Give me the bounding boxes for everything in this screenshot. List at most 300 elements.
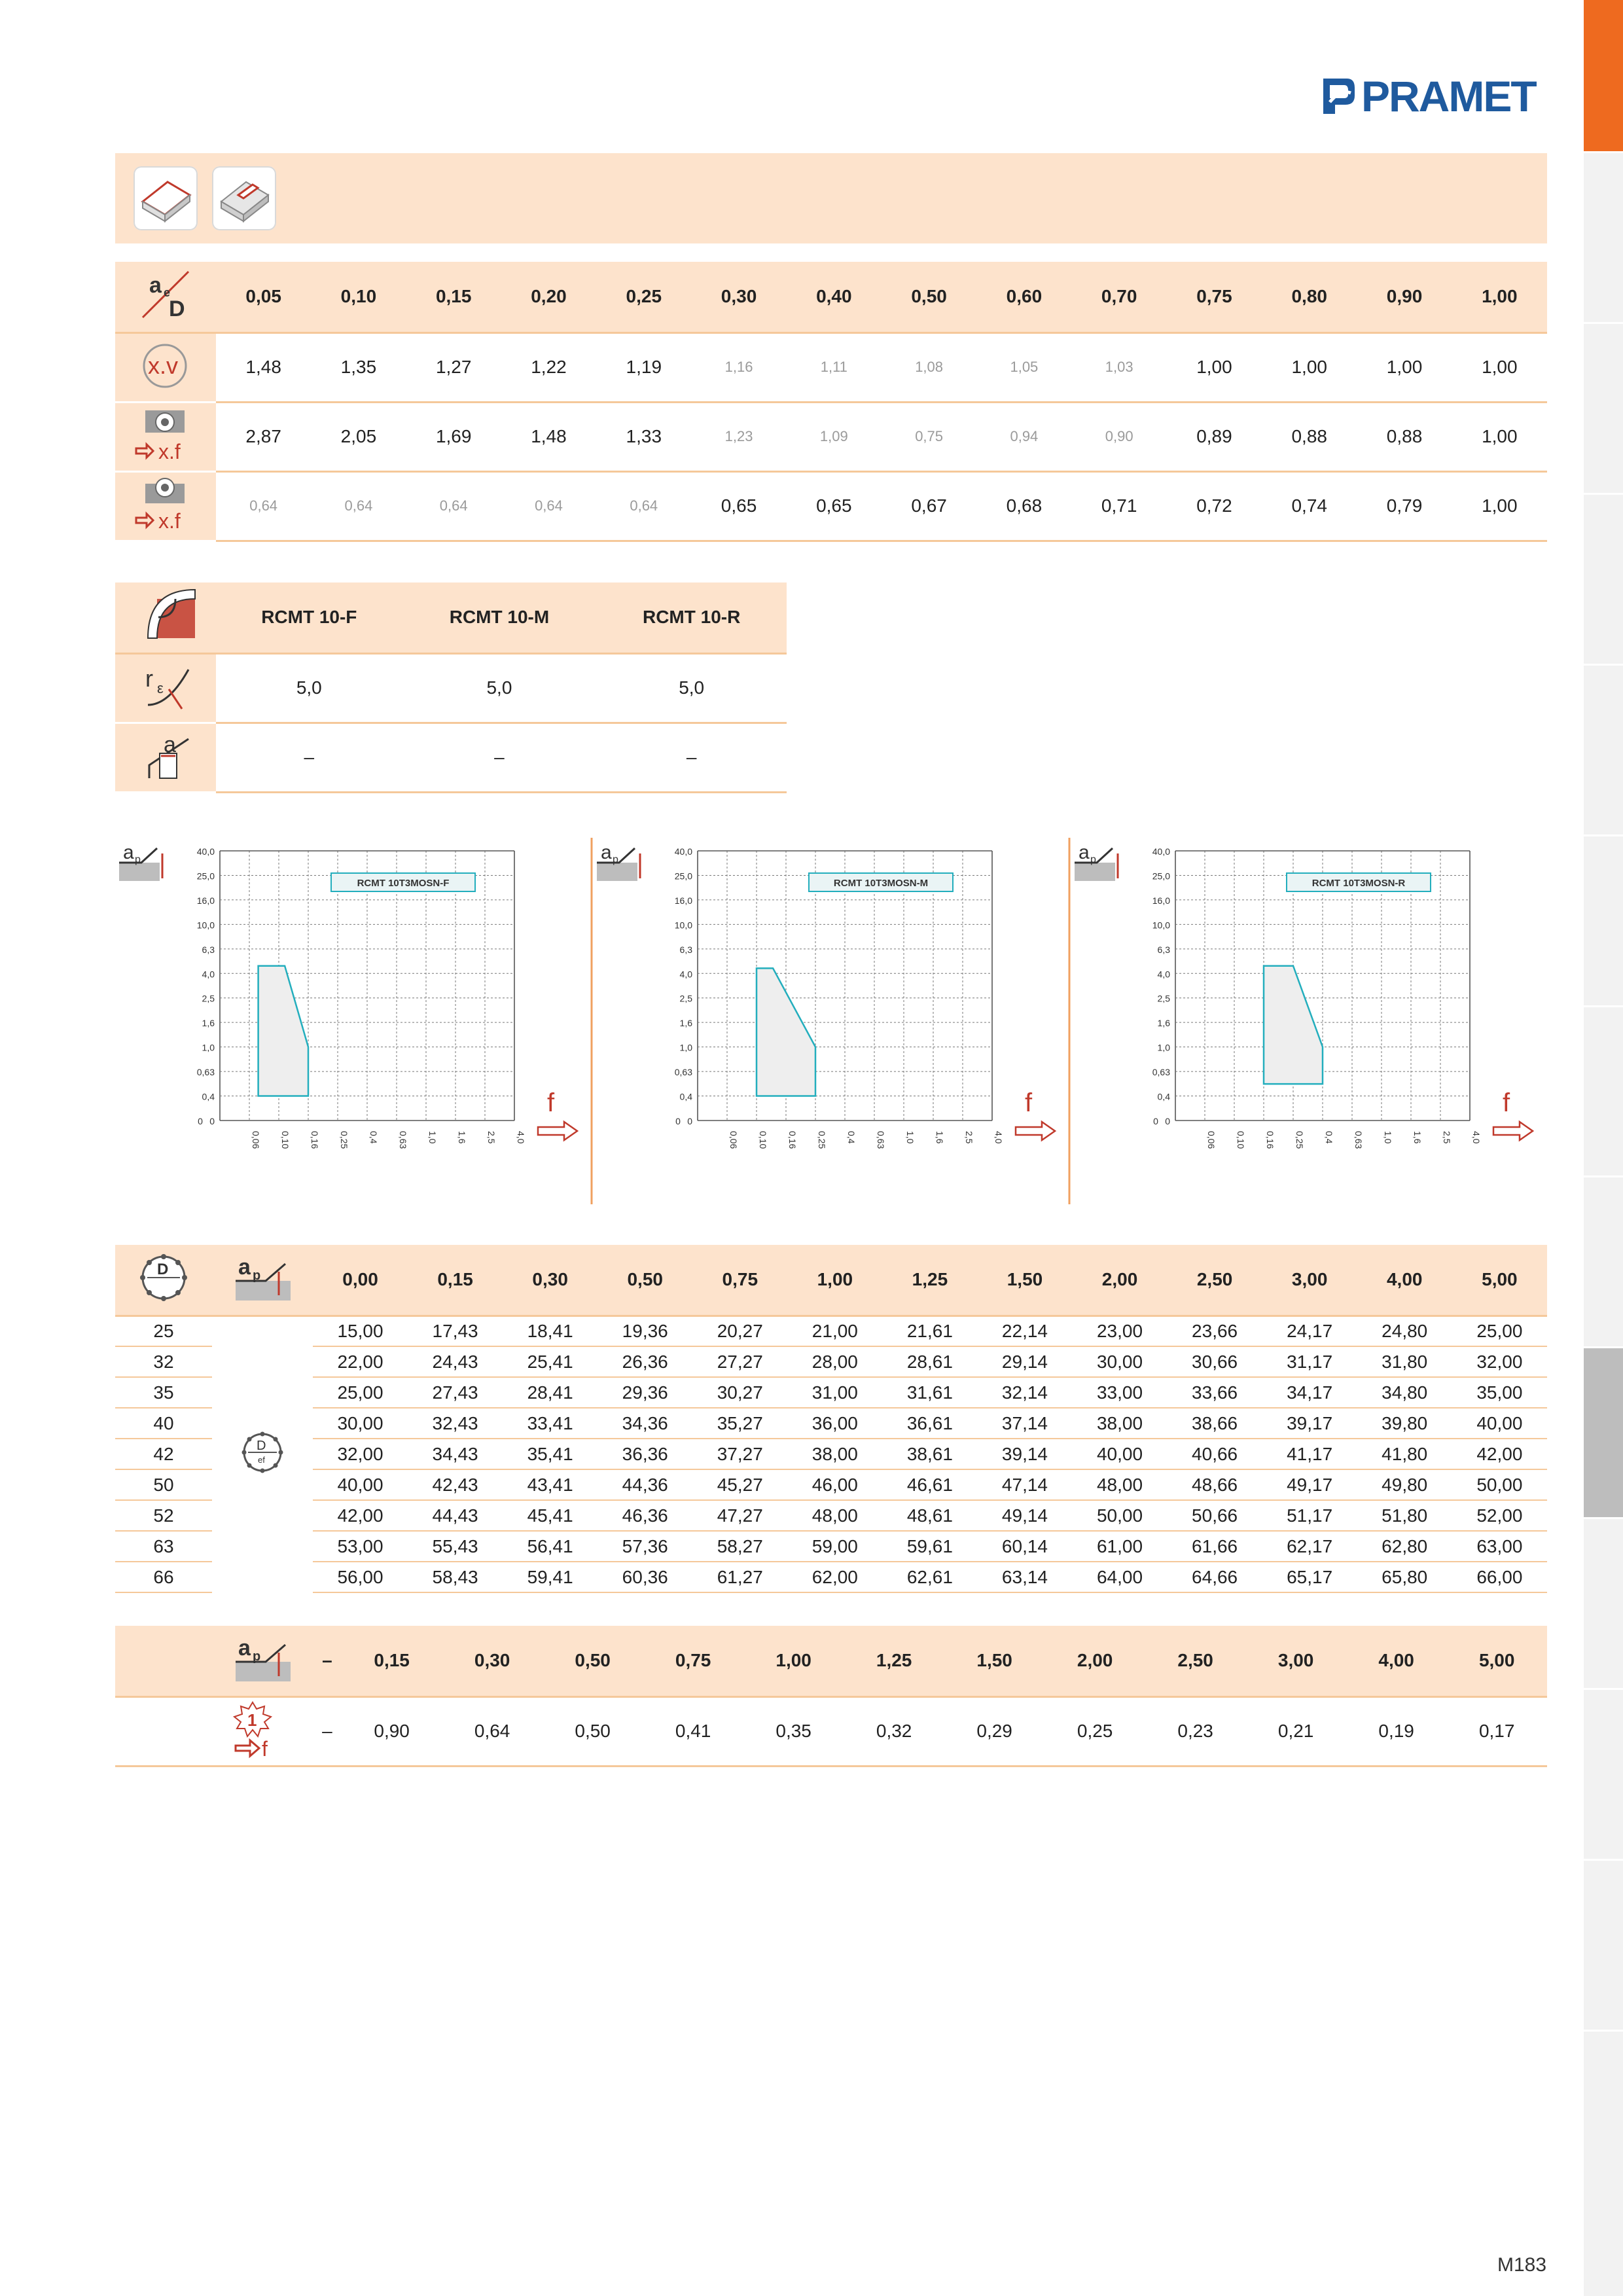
effective-diameter-cell: 28,00 <box>787 1346 882 1377</box>
factor-cell: 0,75 <box>882 402 976 471</box>
effective-diameter-cell: 44,36 <box>597 1469 692 1500</box>
table-row <box>115 1439 1547 1469</box>
insert-table-header <box>115 583 787 653</box>
insert-cell: 5,0 <box>216 653 402 723</box>
insert-table <box>115 583 787 793</box>
feed-arrow-icon <box>1493 1122 1533 1140</box>
insert-cell: – <box>596 723 787 792</box>
effective-diameter-cell: 31,17 <box>1262 1346 1357 1377</box>
effective-diameter-cell: 46,00 <box>787 1469 882 1500</box>
x-axis-label: f <box>547 1088 555 1117</box>
ap-header-cell: 4,00 <box>1357 1245 1452 1316</box>
insert-cell: – <box>216 723 402 792</box>
x-tick-label: 0 <box>198 1116 203 1126</box>
effective-diameter-cell: 60,14 <box>977 1531 1072 1562</box>
y-tick-label: 2,5 <box>679 993 692 1004</box>
factor-cell: 0,88 <box>1357 402 1452 471</box>
effective-diameter-cell: 34,36 <box>597 1408 692 1439</box>
effective-diameter-cell: 22,00 <box>313 1346 408 1377</box>
svg-text:D: D <box>257 1438 266 1453</box>
effective-diameter-cell: 39,17 <box>1262 1408 1357 1439</box>
effective-diameter-cell: 36,36 <box>597 1439 692 1469</box>
y-tick-label: 4,0 <box>679 969 692 980</box>
factor-table-header <box>115 262 1547 332</box>
effective-diameter-cell: 61,66 <box>1168 1531 1262 1562</box>
ap-header-cell: 0,50 <box>543 1626 643 1696</box>
side-tab-3[interactable] <box>1584 495 1623 666</box>
effective-diameter-cell: 59,00 <box>787 1531 882 1562</box>
effective-diameter-cell: 50,66 <box>1168 1500 1262 1531</box>
factor-header-cell: 0,40 <box>787 262 882 332</box>
feed-table-row <box>115 1696 1547 1766</box>
chart-title: RCMT 10T3MOSN-M <box>833 878 929 889</box>
factor-cell: 0,74 <box>1262 471 1357 541</box>
ap-header-cell: 1,50 <box>977 1245 1072 1316</box>
effective-diameter-cell: 65,80 <box>1357 1562 1452 1592</box>
factor-cell: 0,64 <box>311 471 406 541</box>
side-tab-5[interactable] <box>1584 836 1623 1007</box>
x-tick-label: 2,5 <box>1442 1131 1452 1144</box>
ap-header-cell: 0,15 <box>342 1626 442 1696</box>
svg-text:a: a <box>238 1254 251 1280</box>
effective-diameter-cell: 17,43 <box>408 1316 503 1346</box>
feed-per-tooth-icon <box>212 1696 313 1766</box>
factor-cell: 1,00 <box>1262 332 1357 402</box>
y-tick-label: 0 <box>1165 1116 1170 1126</box>
effective-diameter-cell: 39,14 <box>977 1439 1072 1469</box>
ap-header-cell: 0,75 <box>643 1626 743 1696</box>
effective-diameter-cell: 39,80 <box>1357 1408 1452 1439</box>
effective-diameter-cell: 28,61 <box>882 1346 977 1377</box>
effective-diameter-cell: 38,66 <box>1168 1408 1262 1439</box>
factor-cell: 0,94 <box>976 402 1071 471</box>
feed-cell: 0,41 <box>643 1696 743 1766</box>
effective-diameter-cell: 46,61 <box>882 1469 977 1500</box>
svg-text:D: D <box>157 1260 169 1278</box>
diameter-table-header <box>115 1245 1547 1316</box>
effective-diameter-icon <box>212 1316 313 1592</box>
effective-diameter-cell: 48,61 <box>882 1500 977 1531</box>
chart-svg <box>115 838 593 1204</box>
table-row <box>115 1346 1547 1377</box>
side-tab-11[interactable] <box>1584 1861 1623 2032</box>
effective-diameter-cell: 36,00 <box>787 1408 882 1439</box>
factor-cell: 0,88 <box>1262 402 1357 471</box>
side-tab-0[interactable] <box>1584 0 1623 153</box>
svg-text:ef: ef <box>258 1454 265 1465</box>
factor-header-cell: 0,75 <box>1167 262 1262 332</box>
effective-diameter-cell: 51,17 <box>1262 1500 1357 1531</box>
cutter-diameter-icon <box>115 1245 212 1316</box>
ap-header-cell: 0,30 <box>442 1626 543 1696</box>
y-tick-label: 25,0 <box>1152 870 1170 882</box>
effective-diameter-cell: 33,66 <box>1168 1377 1262 1408</box>
side-tab-6[interactable] <box>1584 1007 1623 1178</box>
effective-diameter-cell: 25,00 <box>313 1377 408 1408</box>
side-tab-9[interactable] <box>1584 1519 1623 1690</box>
ap-header-cell: 3,00 <box>1262 1245 1357 1316</box>
y-tick-label: 10,0 <box>1152 920 1170 931</box>
cutter-diameter-cell: 63 <box>115 1531 212 1562</box>
effective-diameter-cell: 35,00 <box>1452 1377 1547 1408</box>
effective-diameter-cell: 31,61 <box>882 1377 977 1408</box>
insert-row-radius <box>115 653 787 723</box>
y-tick-label: 1,0 <box>202 1042 215 1053</box>
cutter-diameter-cell: 42 <box>115 1439 212 1469</box>
factor-cell: 1,33 <box>596 402 691 471</box>
y-tick-label: 0 <box>687 1116 692 1126</box>
insert-cell: 5,0 <box>402 653 597 723</box>
effective-diameter-cell: 41,17 <box>1262 1439 1357 1469</box>
effective-diameter-cell: 34,17 <box>1262 1377 1357 1408</box>
x-tick-label: 0 <box>675 1116 681 1126</box>
x-tick-label: 0,06 <box>1206 1131 1217 1149</box>
effective-diameter-cell: 40,00 <box>1073 1439 1168 1469</box>
factor-cell: 1,11 <box>787 332 882 402</box>
effective-diameter-cell: 56,41 <box>503 1531 597 1562</box>
cutter-diameter-cell: 50 <box>115 1469 212 1500</box>
factor-row-speed <box>115 332 1547 402</box>
effective-diameter-cell: 64,00 <box>1073 1562 1168 1592</box>
feed-cell: 0,35 <box>743 1696 844 1766</box>
insert-row-chamfer <box>115 723 787 792</box>
chamfer-width-icon <box>115 723 216 792</box>
factor-cell: 1,16 <box>691 332 786 402</box>
x-tick-label: 0,4 <box>846 1131 857 1144</box>
ap-header-cell: 2,50 <box>1168 1245 1262 1316</box>
factor-cell: 0,65 <box>787 471 882 541</box>
svg-text:ε: ε <box>157 679 164 696</box>
feed-cell: 0,21 <box>1245 1696 1346 1766</box>
ap-header-cell: 0,50 <box>597 1245 692 1316</box>
effective-diameter-cell: 50,00 <box>1073 1500 1168 1531</box>
y-tick-label: 2,5 <box>1157 993 1170 1004</box>
x-tick-label: 4,0 <box>516 1131 526 1144</box>
effective-diameter-cell: 63,14 <box>977 1562 1072 1592</box>
factor-header-cell: 0,90 <box>1357 262 1452 332</box>
effective-diameter-cell: 36,61 <box>882 1408 977 1439</box>
feed-table <box>115 1626 1547 1767</box>
factor-cell: 1,00 <box>1357 332 1452 402</box>
factor-row-feed-2 <box>115 471 1547 541</box>
effective-diameter-cell: 49,80 <box>1357 1469 1452 1500</box>
ap-header-cell: – <box>313 1626 342 1696</box>
effective-diameter-cell: 32,00 <box>313 1439 408 1469</box>
x-tick-label: 2,5 <box>486 1131 497 1144</box>
x-tick-label: 0,16 <box>787 1131 798 1149</box>
effective-diameter-cell: 24,17 <box>1262 1316 1357 1346</box>
factor-cell: 0,79 <box>1357 471 1452 541</box>
effective-diameter-cell: 48,66 <box>1168 1469 1262 1500</box>
effective-diameter-cell: 61,27 <box>692 1562 787 1592</box>
x-tick-label: 4,0 <box>1471 1131 1482 1144</box>
side-tab-1[interactable] <box>1584 153 1623 324</box>
x-tick-label: 0,10 <box>758 1131 768 1149</box>
effective-diameter-cell: 60,36 <box>597 1562 692 1592</box>
effective-diameter-cell: 37,27 <box>692 1439 787 1469</box>
effective-diameter-cell: 19,36 <box>597 1316 692 1346</box>
x-tick-label: 1,0 <box>905 1131 916 1144</box>
svg-text:D: D <box>169 296 185 321</box>
y-tick-label: 0,63 <box>674 1067 692 1078</box>
effective-diameter-cell: 53,00 <box>313 1531 408 1562</box>
effective-diameter-cell: 40,66 <box>1168 1439 1262 1469</box>
x-tick-label: 1,0 <box>427 1131 438 1144</box>
y-tick-label: 10,0 <box>196 920 215 931</box>
ap-header-cell: 0,00 <box>313 1245 408 1316</box>
effective-diameter-cell: 25,41 <box>503 1346 597 1377</box>
effective-diameter-cell: 15,00 <box>313 1316 408 1346</box>
x-axis-label: f <box>1025 1088 1033 1117</box>
x-tick-label: 0,06 <box>728 1131 739 1149</box>
feed-arrow-icon <box>538 1122 577 1140</box>
y-tick-label: 2,5 <box>202 993 215 1004</box>
x-tick-label: 0,16 <box>1265 1131 1275 1149</box>
chart-svg <box>593 838 1071 1204</box>
factor-cell: 1,27 <box>406 332 501 402</box>
effective-diameter-cell: 18,41 <box>503 1316 597 1346</box>
factor-cell: 0,65 <box>691 471 786 541</box>
effective-diameter-cell: 33,41 <box>503 1408 597 1439</box>
chart-svg <box>1071 838 1548 1204</box>
effective-diameter-cell: 38,00 <box>1073 1408 1168 1439</box>
effective-diameter-cell: 24,43 <box>408 1346 503 1377</box>
y-tick-label: 0,4 <box>202 1091 215 1102</box>
ap-header-cell: 1,25 <box>844 1626 944 1696</box>
y-tick-label: 40,0 <box>1152 846 1170 857</box>
factor-header-cell: 0,05 <box>216 262 311 332</box>
effective-diameter-cell: 58,27 <box>692 1531 787 1562</box>
effective-diameter-cell: 62,61 <box>882 1562 977 1592</box>
factor-cell: 1,03 <box>1072 332 1167 402</box>
side-tab-2[interactable] <box>1584 324 1623 495</box>
effective-diameter-cell: 24,80 <box>1357 1316 1452 1346</box>
y-tick-label: 16,0 <box>674 895 692 906</box>
corner-radius-icon <box>115 653 216 723</box>
factor-cell: 1,23 <box>691 402 786 471</box>
factor-row-feed <box>115 402 1547 471</box>
factor-cell: 0,90 <box>1072 402 1167 471</box>
speed-factor-icon <box>115 332 216 402</box>
side-tab-10[interactable] <box>1584 1690 1623 1861</box>
effective-diameter-cell: 30,66 <box>1168 1346 1262 1377</box>
effective-diameter-cell: 63,00 <box>1452 1531 1547 1562</box>
effective-diameter-cell: 30,27 <box>692 1377 787 1408</box>
effective-diameter-cell: 48,00 <box>1073 1469 1168 1500</box>
milling-face-icon <box>134 166 198 230</box>
cutter-diameter-cell: 40 <box>115 1408 212 1439</box>
factor-cell: 1,00 <box>1452 471 1547 541</box>
factor-header-cell: 0,20 <box>501 262 596 332</box>
y-tick-label: 6,3 <box>679 944 692 955</box>
effective-diameter-cell: 21,00 <box>787 1316 882 1346</box>
x-tick-label: 2,5 <box>964 1131 974 1144</box>
chart-rcmt-f <box>115 838 593 1204</box>
effective-diameter-cell: 66,00 <box>1452 1562 1547 1592</box>
y-tick-label: 0 <box>209 1116 215 1126</box>
factor-header-cell: 0,70 <box>1072 262 1167 332</box>
effective-diameter-cell: 35,41 <box>503 1439 597 1469</box>
x-tick-label: 1,0 <box>1383 1131 1393 1144</box>
feed-cell: 0,25 <box>1044 1696 1145 1766</box>
feed-cell: 0,29 <box>944 1696 1045 1766</box>
x-tick-label: 0,10 <box>280 1131 291 1149</box>
svg-text:a: a <box>149 272 162 298</box>
effective-diameter-cell: 47,27 <box>692 1500 787 1531</box>
feed-factor-2-icon <box>115 471 216 541</box>
effective-diameter-cell: 30,00 <box>1073 1346 1168 1377</box>
table-row <box>115 1316 1547 1346</box>
x-tick-label: 1,6 <box>1412 1131 1423 1144</box>
x-tick-label: 0,16 <box>310 1131 320 1149</box>
factor-cell: 1,08 <box>882 332 976 402</box>
svg-text:p: p <box>135 854 141 865</box>
effective-diameter-cell: 65,17 <box>1262 1562 1357 1592</box>
side-tab-strip <box>1584 0 1623 2296</box>
cutter-diameter-cell: 52 <box>115 1500 212 1531</box>
factor-cell: 1,48 <box>501 402 596 471</box>
chart-title: RCMT 10T3MOSN-F <box>357 878 450 889</box>
y-tick-label: 0,4 <box>679 1091 692 1102</box>
side-tab-8[interactable] <box>1584 1348 1623 1519</box>
x-tick-label: 0,4 <box>1324 1131 1334 1144</box>
depth-of-cut-icon <box>212 1245 313 1316</box>
effective-diameter-cell: 42,00 <box>1452 1439 1547 1469</box>
cutter-diameter-cell: 66 <box>115 1562 212 1592</box>
factor-cell: 1,00 <box>1452 332 1547 402</box>
feed-cell: – <box>313 1696 342 1766</box>
factor-header-cell: 0,25 <box>596 262 691 332</box>
svg-text:a: a <box>123 842 134 863</box>
effective-diameter-cell: 34,43 <box>408 1439 503 1469</box>
x-tick-label: 4,0 <box>993 1131 1004 1144</box>
ap-header-cell: 2,00 <box>1044 1626 1145 1696</box>
y-tick-label: 1,6 <box>679 1018 692 1029</box>
feed-cell: 0,17 <box>1446 1696 1547 1766</box>
effective-diameter-cell: 42,43 <box>408 1469 503 1500</box>
cutter-diameter-cell: 25 <box>115 1316 212 1346</box>
effective-diameter-cell: 29,36 <box>597 1377 692 1408</box>
cutter-diameter-cell: 35 <box>115 1377 212 1408</box>
x-tick-label: 0,63 <box>876 1131 886 1149</box>
factor-header-cell: 0,30 <box>691 262 786 332</box>
factor-cell: 1,00 <box>1452 402 1547 471</box>
ae-over-d-icon <box>115 262 216 332</box>
milling-slot-icon <box>212 166 276 230</box>
svg-text:a: a <box>1079 842 1090 863</box>
factor-cell: 1,22 <box>501 332 596 402</box>
svg-text:f: f <box>262 1736 268 1759</box>
table-row <box>115 1469 1547 1500</box>
effective-diameter-cell: 26,36 <box>597 1346 692 1377</box>
y-tick-label: 40,0 <box>674 846 692 857</box>
effective-diameter-cell: 32,00 <box>1452 1346 1547 1377</box>
feed-cell: 0,19 <box>1346 1696 1447 1766</box>
effective-diameter-cell: 50,00 <box>1452 1469 1547 1500</box>
factor-header-cell: 0,15 <box>406 262 501 332</box>
table-row <box>115 1531 1547 1562</box>
svg-text:e: e <box>164 285 171 299</box>
x-tick-label: 1,6 <box>457 1131 467 1144</box>
y-tick-label: 0,63 <box>1152 1067 1170 1078</box>
ap-header-cell: 1,00 <box>743 1626 844 1696</box>
factor-cell: 1,00 <box>1167 332 1262 402</box>
table-row <box>115 1500 1547 1531</box>
effective-diameter-cell: 35,27 <box>692 1408 787 1439</box>
effective-diameter-cell: 44,43 <box>408 1500 503 1531</box>
ap-header-cell: 1,25 <box>882 1245 977 1316</box>
insert-cell: 5,0 <box>596 653 787 723</box>
side-tab-4[interactable] <box>1584 666 1623 836</box>
svg-text:a: a <box>164 732 176 757</box>
factor-cell: 0,71 <box>1072 471 1167 541</box>
effective-diameter-cell: 27,43 <box>408 1377 503 1408</box>
factor-cell: 1,05 <box>976 332 1071 402</box>
factor-cell: 0,64 <box>216 471 311 541</box>
effective-diameter-cell: 55,43 <box>408 1531 503 1562</box>
factor-header-cell: 0,60 <box>976 262 1071 332</box>
diameter-table <box>115 1245 1547 1593</box>
ap-header-cell: 1,00 <box>787 1245 882 1316</box>
effective-diameter-cell: 31,00 <box>787 1377 882 1408</box>
table-row <box>115 1562 1547 1592</box>
effective-diameter-cell: 42,00 <box>313 1500 408 1531</box>
effective-diameter-cell: 23,66 <box>1168 1316 1262 1346</box>
factor-cell: 0,67 <box>882 471 976 541</box>
effective-diameter-cell: 57,36 <box>597 1531 692 1562</box>
svg-text:p: p <box>253 1649 261 1664</box>
effective-diameter-cell: 20,27 <box>692 1316 787 1346</box>
effective-diameter-cell: 32,43 <box>408 1408 503 1439</box>
x-tick-label: 0,25 <box>817 1131 827 1149</box>
side-tab-7[interactable] <box>1584 1177 1623 1348</box>
effective-diameter-cell: 61,00 <box>1073 1531 1168 1562</box>
feed-cell: 0,90 <box>342 1696 442 1766</box>
factor-cell: 0,64 <box>596 471 691 541</box>
y-tick-label: 1,0 <box>679 1042 692 1053</box>
effective-diameter-cell: 32,14 <box>977 1377 1072 1408</box>
feed-cell: 0,64 <box>442 1696 543 1766</box>
factor-header-cell: 0,10 <box>311 262 406 332</box>
y-tick-label: 6,3 <box>202 944 215 955</box>
ap-header-cell: 0,30 <box>503 1245 597 1316</box>
feed-factor-icon <box>115 402 216 471</box>
chart-rcmt-r <box>1071 838 1548 1204</box>
x-tick-label: 0 <box>1153 1116 1158 1126</box>
effective-diameter-cell: 29,14 <box>977 1346 1072 1377</box>
effective-diameter-cell: 37,14 <box>977 1408 1072 1439</box>
operation-banner <box>115 153 1547 243</box>
effective-diameter-cell: 28,41 <box>503 1377 597 1408</box>
factor-table <box>115 262 1547 542</box>
y-tick-label: 0,4 <box>1157 1091 1170 1102</box>
brand-name: PRAMET <box>1361 72 1536 120</box>
x-tick-label: 0,06 <box>251 1131 261 1149</box>
effective-diameter-cell: 58,43 <box>408 1562 503 1592</box>
effective-diameter-cell: 56,00 <box>313 1562 408 1592</box>
factor-cell: 1,48 <box>216 332 311 402</box>
svg-text:a: a <box>601 842 612 863</box>
working-range-area <box>757 968 815 1096</box>
factor-header-cell: 0,80 <box>1262 262 1357 332</box>
factor-cell: 0,89 <box>1167 402 1262 471</box>
y-tick-label: 40,0 <box>196 846 215 857</box>
factor-header-cell: 1,00 <box>1452 262 1547 332</box>
svg-text:x.f: x.f <box>158 439 181 463</box>
factor-cell: 0,64 <box>501 471 596 541</box>
effective-diameter-cell: 25,00 <box>1452 1316 1547 1346</box>
svg-text:r: r <box>145 664 153 692</box>
